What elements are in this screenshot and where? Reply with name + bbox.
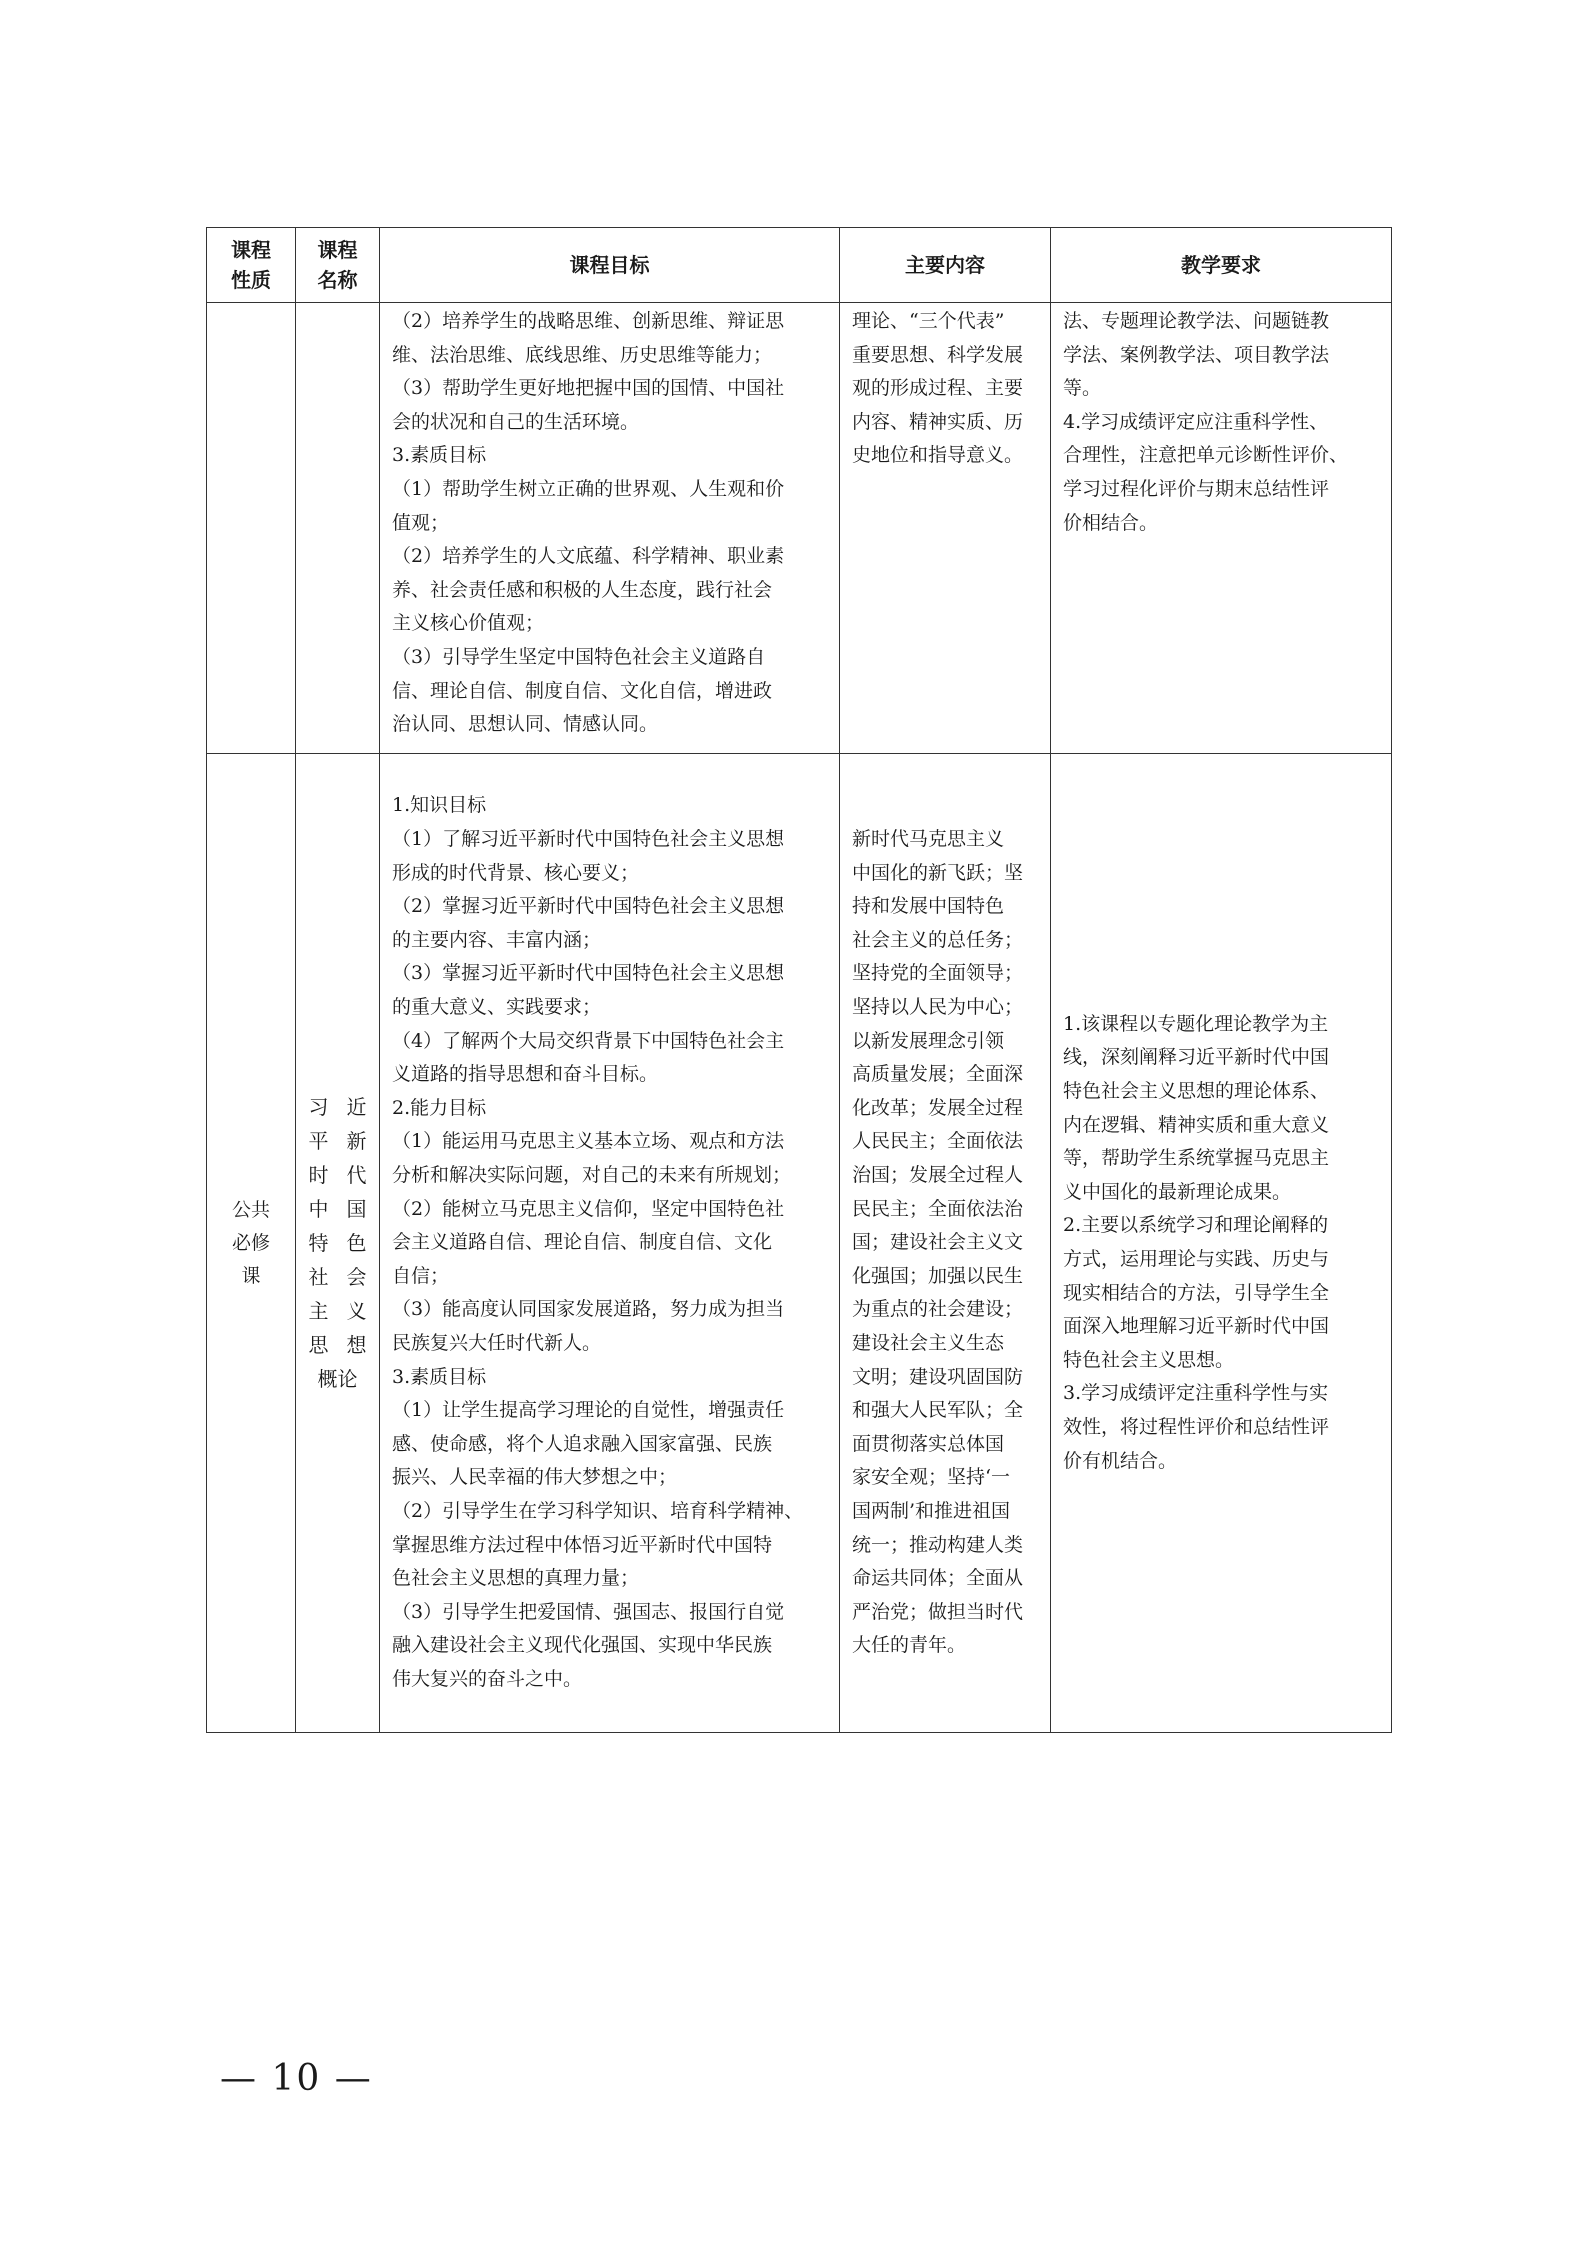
course-name-char: 近 <box>346 1095 367 1119</box>
course-name-row <box>309 1090 367 1124</box>
text-line: 掌握思维方法过程中体悟习近平新时代中国特 <box>392 1533 773 1556</box>
nature-line: 课 <box>241 1264 261 1287</box>
course-name-vertical <box>296 1090 379 1396</box>
text-line: 线，深刻阐释习近平新时代中国 <box>1063 1046 1330 1069</box>
text-line: 的重大意义、实践要求； <box>392 996 602 1019</box>
text-line: 中国化的新飞跃；坚 <box>852 861 1024 884</box>
text-line: （3）引导学生坚定中国特色社会主义道路自 <box>392 645 766 668</box>
text-line: 化改革；发展全过程 <box>852 1096 1024 1119</box>
text-line: 色社会主义思想的真理力量； <box>392 1567 640 1590</box>
text-line: 治认同、思想认同、情感认同。 <box>392 713 659 736</box>
cell-nature-empty <box>207 303 296 754</box>
requirements-text <box>1051 1006 1391 1480</box>
text-line: 3.素质目标 <box>392 444 487 467</box>
course-name-char: 中 <box>308 1197 329 1221</box>
text-line: 新时代马克思主义 <box>852 828 1005 851</box>
text-line: 民民主；全面依法治 <box>852 1197 1024 1220</box>
cell-goals <box>380 303 840 754</box>
text-line: 1.该课程以专题化理论教学为主 <box>1063 1012 1329 1035</box>
text-line: 为重点的社会建设； <box>852 1298 1024 1321</box>
header-name-line: 课程 <box>317 238 358 262</box>
text-line: （3）引导学生把爱国情、强国志、报国行自觉 <box>392 1600 785 1623</box>
text-line: 重要思想、科学发展 <box>852 343 1024 366</box>
text-line: 义中国化的最新理论成果。 <box>1063 1180 1292 1203</box>
cell-name-empty <box>296 303 380 754</box>
course-name-char: 会 <box>346 1265 367 1289</box>
text-line: 国；建设社会主义文 <box>852 1231 1024 1254</box>
text-line: 民族复兴大任时代新人。 <box>392 1331 602 1354</box>
text-line: 现实相结合的方法，引导学生全 <box>1063 1281 1330 1304</box>
header-teaching-requirements: 教学要求 <box>1051 228 1392 303</box>
header-name-line: 名称 <box>317 268 358 292</box>
text-line: （1）让学生提高学习理论的自觉性，增强责任 <box>392 1399 785 1422</box>
table-row-xi-thought <box>207 754 1392 1733</box>
cell-content <box>840 754 1051 1733</box>
text-line: 等。 <box>1063 377 1102 400</box>
cell-content <box>840 303 1051 754</box>
text-line: 融入建设社会主义现代化强国、实现中华民族 <box>392 1634 773 1657</box>
text-line: 会的状况和自己的生活环境。 <box>392 410 640 433</box>
header-course-nature <box>207 228 296 303</box>
text-line: 4.学习成绩评定应注重科学性、 <box>1063 410 1329 433</box>
text-line: 坚持党的全面领导； <box>852 962 1024 985</box>
text-line: （2）培养学生的战略思维、创新思维、辩证思 <box>392 310 785 332</box>
text-line: 学法、案例教学法、项目教学法 <box>1063 343 1330 366</box>
text-line: 法、专题理论教学法、问题链教 <box>1063 310 1330 332</box>
table-header-row <box>207 228 1392 303</box>
content-text <box>840 303 1050 475</box>
text-line: 等，帮助学生系统掌握马克思主 <box>1063 1147 1330 1170</box>
header-course-goals: 课程目标 <box>380 228 840 303</box>
text-line: 面贯彻落实总体国 <box>852 1432 1005 1455</box>
course-name-char: 新 <box>346 1129 367 1153</box>
course-name-char: 社 <box>308 1265 329 1289</box>
text-line: （3）帮助学生更好地把握中国的国情、中国社 <box>392 377 785 400</box>
text-line: 义道路的指导思想和奋斗目标。 <box>392 1063 659 1086</box>
text-line: 和强大人民军队；全 <box>852 1399 1024 1422</box>
text-line: （1）能运用马克思主义基本立场、观点和方法 <box>392 1130 785 1153</box>
text-line: 命运共同体；全面从 <box>852 1567 1024 1590</box>
text-line: 统一；推动构建人类 <box>852 1533 1024 1556</box>
text-line: （2）能树立马克思主义信仰，坚定中国特色社 <box>392 1197 785 1220</box>
text-line: 会主义道路自信、理论自信、制度自信、文化 <box>392 1231 773 1254</box>
text-line: （2）掌握习近平新时代中国特色社会主义思想 <box>392 895 785 918</box>
header-course-name <box>296 228 380 303</box>
course-name-char: 义 <box>346 1299 367 1323</box>
content-text <box>840 821 1050 1665</box>
text-line: 价有机结合。 <box>1063 1449 1178 1472</box>
page-number: — 10 — <box>220 2058 373 2099</box>
text-line: （2）培养学生的人文底蕴、科学精神、职业素 <box>392 545 785 568</box>
goals-text <box>380 303 839 744</box>
text-line: 特色社会主义思想的理论体系、 <box>1063 1080 1330 1103</box>
text-line: 治国；发展全过程人 <box>852 1164 1024 1187</box>
header-nature-line: 性质 <box>231 268 271 292</box>
text-line: 坚持以人民为中心； <box>852 996 1024 1019</box>
table-row-continued <box>207 303 1392 754</box>
text-line: 养、社会责任感和积极的人生态度，践行社会 <box>392 578 773 601</box>
cell-nature-public-required <box>207 754 296 1733</box>
course-name-row <box>309 1260 367 1294</box>
text-line: 内在逻辑、精神实质和重大意义 <box>1063 1113 1330 1136</box>
text-line: 持和发展中国特色 <box>852 895 1005 918</box>
course-name-char: 平 <box>308 1129 329 1153</box>
course-name-row <box>309 1294 367 1328</box>
requirements-text <box>1051 303 1391 542</box>
text-line: （4）了解两个大局交织背景下中国特色社会主 <box>392 1029 785 1052</box>
text-line: 严治党；做担当时代 <box>852 1600 1024 1623</box>
text-line: 的主要内容、丰富内涵； <box>392 928 602 951</box>
course-name-char: 代 <box>346 1163 367 1187</box>
text-line: 化强国；加强以民生 <box>852 1264 1024 1287</box>
header-nature-line: 课程 <box>231 238 271 262</box>
course-name-char: 时 <box>308 1163 329 1187</box>
course-name-char: 想 <box>346 1333 367 1357</box>
text-line: 大任的青年。 <box>852 1634 967 1657</box>
cell-goals <box>380 754 840 1733</box>
text-line: （3）掌握习近平新时代中国特色社会主义思想 <box>392 962 785 985</box>
course-name-row <box>309 1158 367 1192</box>
text-line: 伟大复兴的奋斗之中。 <box>392 1667 583 1690</box>
text-line: 合理性，注意把单元诊断性评价、 <box>1063 444 1349 467</box>
text-line: 理论、“三个代表” <box>852 310 1005 332</box>
text-line: 效性，将过程性评价和总结性评 <box>1063 1415 1330 1438</box>
text-line: 主义核心价值观； <box>392 612 545 635</box>
course-name-row <box>309 1192 367 1226</box>
text-line: 观的形成过程、主要 <box>852 377 1024 400</box>
text-line: 人民民主；全面依法 <box>852 1130 1024 1153</box>
text-line: 2.能力目标 <box>392 1096 487 1119</box>
text-line: 3.学习成绩评定注重科学性与实 <box>1063 1382 1329 1405</box>
text-line: 形成的时代背景、核心要义； <box>392 861 640 884</box>
cell-requirements <box>1051 303 1392 754</box>
course-name-row <box>309 1226 367 1260</box>
text-line: 方式，运用理论与实践、历史与 <box>1063 1248 1330 1270</box>
cell-requirements <box>1051 754 1392 1733</box>
course-name-row <box>309 1328 367 1362</box>
curriculum-table <box>206 227 1392 1733</box>
header-main-content: 主要内容 <box>840 228 1051 303</box>
text-line: 面深入地理解习近平新时代中国 <box>1063 1315 1330 1338</box>
nature-line: 必修 <box>231 1231 270 1254</box>
text-line: 建设社会主义生态 <box>852 1331 1005 1354</box>
text-line: 感、使命感，将个人追求融入国家富强、民族 <box>392 1432 773 1455</box>
goals-text <box>380 787 839 1698</box>
text-line: 分析和解决实际问题，对自己的未来有所规划； <box>392 1164 792 1187</box>
text-line: 国两制’和推进祖国 <box>852 1499 1011 1522</box>
course-name-char: 国 <box>346 1197 367 1221</box>
course-name-char: 习 <box>308 1095 329 1119</box>
text-line: 价相结合。 <box>1063 511 1159 534</box>
text-line: 信、理论自信、制度自信、文化自信，增进政 <box>392 679 773 702</box>
cell-course-name <box>296 754 380 1733</box>
text-line: 3.素质目标 <box>392 1365 487 1388</box>
text-line: （2）引导学生在学习科学知识、培育科学精神、 <box>392 1499 804 1522</box>
course-name-char: 概论 <box>317 1367 358 1391</box>
course-name-char: 色 <box>346 1231 367 1255</box>
text-line: 文明；建设巩固国防 <box>852 1365 1024 1388</box>
text-line: 内容、精神实质、历 <box>852 410 1024 433</box>
text-line: 自信； <box>392 1264 450 1287</box>
course-name-char: 思 <box>308 1333 329 1357</box>
text-line: （1）帮助学生树立正确的世界观、人生观和价 <box>392 477 785 500</box>
text-line: 振兴、人民幸福的伟大梦想之中； <box>392 1466 678 1489</box>
text-line: 家安全观；坚持‘一 <box>852 1466 1011 1489</box>
text-line: 2.主要以系统学习和理论阐释的 <box>1063 1214 1329 1237</box>
text-line: 特色社会主义思想。 <box>1063 1348 1235 1371</box>
text-line: 值观； <box>392 511 450 534</box>
text-line: 以新发展理念引领 <box>852 1029 1005 1052</box>
course-name-char: 主 <box>308 1299 329 1323</box>
text-line: （1）了解习近平新时代中国特色社会主义思想 <box>392 828 785 851</box>
text-line: 维、法治思维、底线思维、历史思维等能力； <box>392 343 773 366</box>
course-name-char: 特 <box>308 1231 329 1255</box>
text-line: 史地位和指导意义。 <box>852 444 1024 467</box>
text-line: 1.知识目标 <box>392 794 487 817</box>
text-line: （3）能高度认同国家发展道路，努力成为担当 <box>392 1298 785 1321</box>
course-name-row <box>318 1362 358 1396</box>
text-line: 社会主义的总任务； <box>852 928 1024 951</box>
course-name-row <box>309 1124 367 1158</box>
text-line: 学习过程化评价与期末总结性评 <box>1063 477 1330 500</box>
nature-line: 公共 <box>231 1198 270 1221</box>
text-line: 高质量发展；全面深 <box>852 1063 1024 1086</box>
